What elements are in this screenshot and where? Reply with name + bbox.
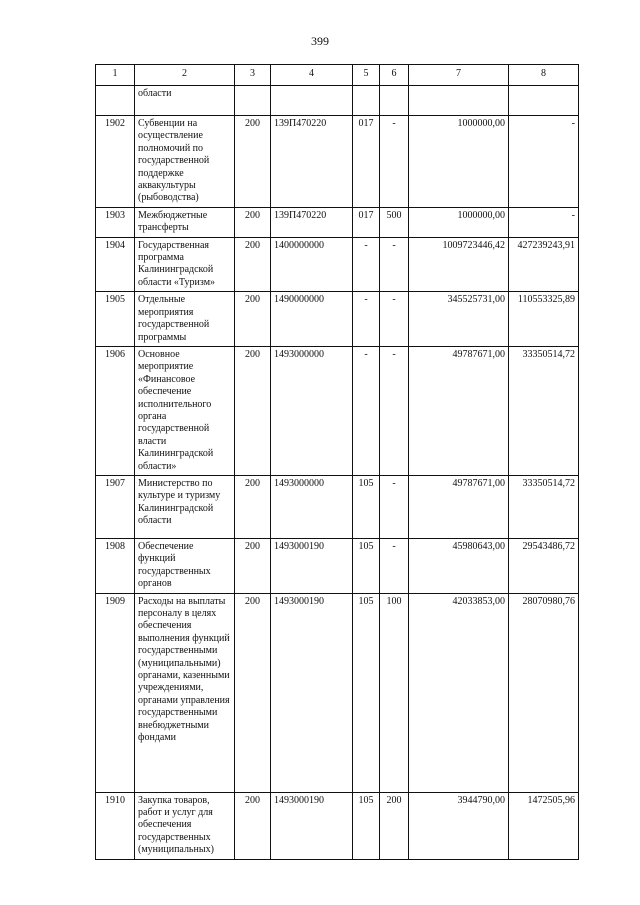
header-cell: 1 <box>96 65 135 86</box>
row-amount-2: 29543486,72 <box>509 538 579 593</box>
table-row <box>96 538 579 593</box>
row-name: Министерство по культуре и туризму Калининградской области <box>135 475 235 538</box>
row-name: Обеспечение функций государственных органов <box>135 538 235 593</box>
row-number: 1905 <box>96 292 135 347</box>
row-amount-2: - <box>509 116 579 208</box>
row-name: Расходы на выплаты персоналу в целях обеспечения выполнения функций государственными (муниципальными) органами, казенными учреждениями, органами управления государственными внебюджетными фондами <box>135 593 235 792</box>
row-amount-1: 3944790,00 <box>409 792 509 859</box>
table-row <box>96 207 579 237</box>
row-c5: 017 <box>353 116 380 208</box>
row-c3: 200 <box>235 593 271 792</box>
row-amount-1: 1000000,00 <box>409 207 509 237</box>
row-amount-1 <box>409 86 509 116</box>
row-code: 139П470220 <box>271 207 353 237</box>
row-number: 1906 <box>96 346 135 475</box>
row-code: 1493000000 <box>271 346 353 475</box>
row-amount-1: 345525731,00 <box>409 292 509 347</box>
row-name: Государственная программа Калининградской области «Туризм» <box>135 237 235 292</box>
header-cell: 6 <box>380 65 409 86</box>
row-c6: 200 <box>380 792 409 859</box>
table-row <box>96 86 579 116</box>
table-row <box>96 116 579 208</box>
row-c3: 200 <box>235 237 271 292</box>
header-cell: 8 <box>509 65 579 86</box>
budget-table <box>95 64 579 860</box>
row-c6: - <box>380 292 409 347</box>
row-c6: - <box>380 346 409 475</box>
row-amount-2: 33350514,72 <box>509 475 579 538</box>
row-name: Субвенции на осуществление полномочий по государственной поддержке аквакультуры (рыбоводства) <box>135 116 235 208</box>
row-c5: 105 <box>353 593 380 792</box>
row-amount-1: 49787671,00 <box>409 475 509 538</box>
row-c6: - <box>380 116 409 208</box>
table-row <box>96 593 579 792</box>
row-c5 <box>353 86 380 116</box>
row-number: 1902 <box>96 116 135 208</box>
row-number <box>96 86 135 116</box>
row-amount-2 <box>509 86 579 116</box>
row-code: 1493000190 <box>271 593 353 792</box>
row-c5: 017 <box>353 207 380 237</box>
header-cell: 3 <box>235 65 271 86</box>
row-c6: 500 <box>380 207 409 237</box>
row-c3: 200 <box>235 792 271 859</box>
row-name: области <box>135 86 235 116</box>
row-c6: - <box>380 237 409 292</box>
table-row <box>96 237 579 292</box>
row-amount-2: 28070980,76 <box>509 593 579 792</box>
row-amount-2: 427239243,91 <box>509 237 579 292</box>
row-c3: 200 <box>235 292 271 347</box>
row-c6 <box>380 86 409 116</box>
row-code: 139П470220 <box>271 116 353 208</box>
row-c5: 105 <box>353 538 380 593</box>
row-c3: 200 <box>235 346 271 475</box>
row-code: 1493000000 <box>271 475 353 538</box>
row-c6: - <box>380 538 409 593</box>
table-row <box>96 346 579 475</box>
row-number: 1904 <box>96 237 135 292</box>
table-row <box>96 475 579 538</box>
row-amount-1: 49787671,00 <box>409 346 509 475</box>
row-amount-2: 33350514,72 <box>509 346 579 475</box>
header-cell: 4 <box>271 65 353 86</box>
row-name: Межбюджетные трансферты <box>135 207 235 237</box>
row-amount-2: 1472505,96 <box>509 792 579 859</box>
row-code: 1493000190 <box>271 792 353 859</box>
row-c5: 105 <box>353 792 380 859</box>
row-code <box>271 86 353 116</box>
row-amount-1: 42033853,00 <box>409 593 509 792</box>
row-number: 1907 <box>96 475 135 538</box>
row-c3: 200 <box>235 475 271 538</box>
row-c5: - <box>353 237 380 292</box>
row-c3: 200 <box>235 538 271 593</box>
row-number: 1910 <box>96 792 135 859</box>
row-code: 1400000000 <box>271 237 353 292</box>
row-c6: - <box>380 475 409 538</box>
row-amount-1: 1000000,00 <box>409 116 509 208</box>
row-c5: - <box>353 346 380 475</box>
page-number: 399 <box>311 34 329 48</box>
row-c3 <box>235 86 271 116</box>
row-c5: - <box>353 292 380 347</box>
row-c3: 200 <box>235 207 271 237</box>
row-name: Закупка товаров, работ и услуг для обеспечения государственных (муниципальных) <box>135 792 235 859</box>
row-amount-1: 1009723446,42 <box>409 237 509 292</box>
row-amount-2: 110553325,89 <box>509 292 579 347</box>
row-amount-2: - <box>509 207 579 237</box>
header-cell: 2 <box>135 65 235 86</box>
row-code: 1490000000 <box>271 292 353 347</box>
row-name: Отдельные мероприятия государственной программы <box>135 292 235 347</box>
row-amount-1: 45980643,00 <box>409 538 509 593</box>
table-row <box>96 792 579 859</box>
table-row <box>96 292 579 347</box>
row-number: 1903 <box>96 207 135 237</box>
row-c5: 105 <box>353 475 380 538</box>
header-cell: 7 <box>409 65 509 86</box>
row-c3: 200 <box>235 116 271 208</box>
row-name: Основное мероприятие «Финансовое обеспечение исполнительного органа государственной власти Калининградской области» <box>135 346 235 475</box>
row-code: 1493000190 <box>271 538 353 593</box>
row-number: 1909 <box>96 593 135 792</box>
table-header-row <box>96 65 579 86</box>
row-c6: 100 <box>380 593 409 792</box>
header-cell: 5 <box>353 65 380 86</box>
row-number: 1908 <box>96 538 135 593</box>
